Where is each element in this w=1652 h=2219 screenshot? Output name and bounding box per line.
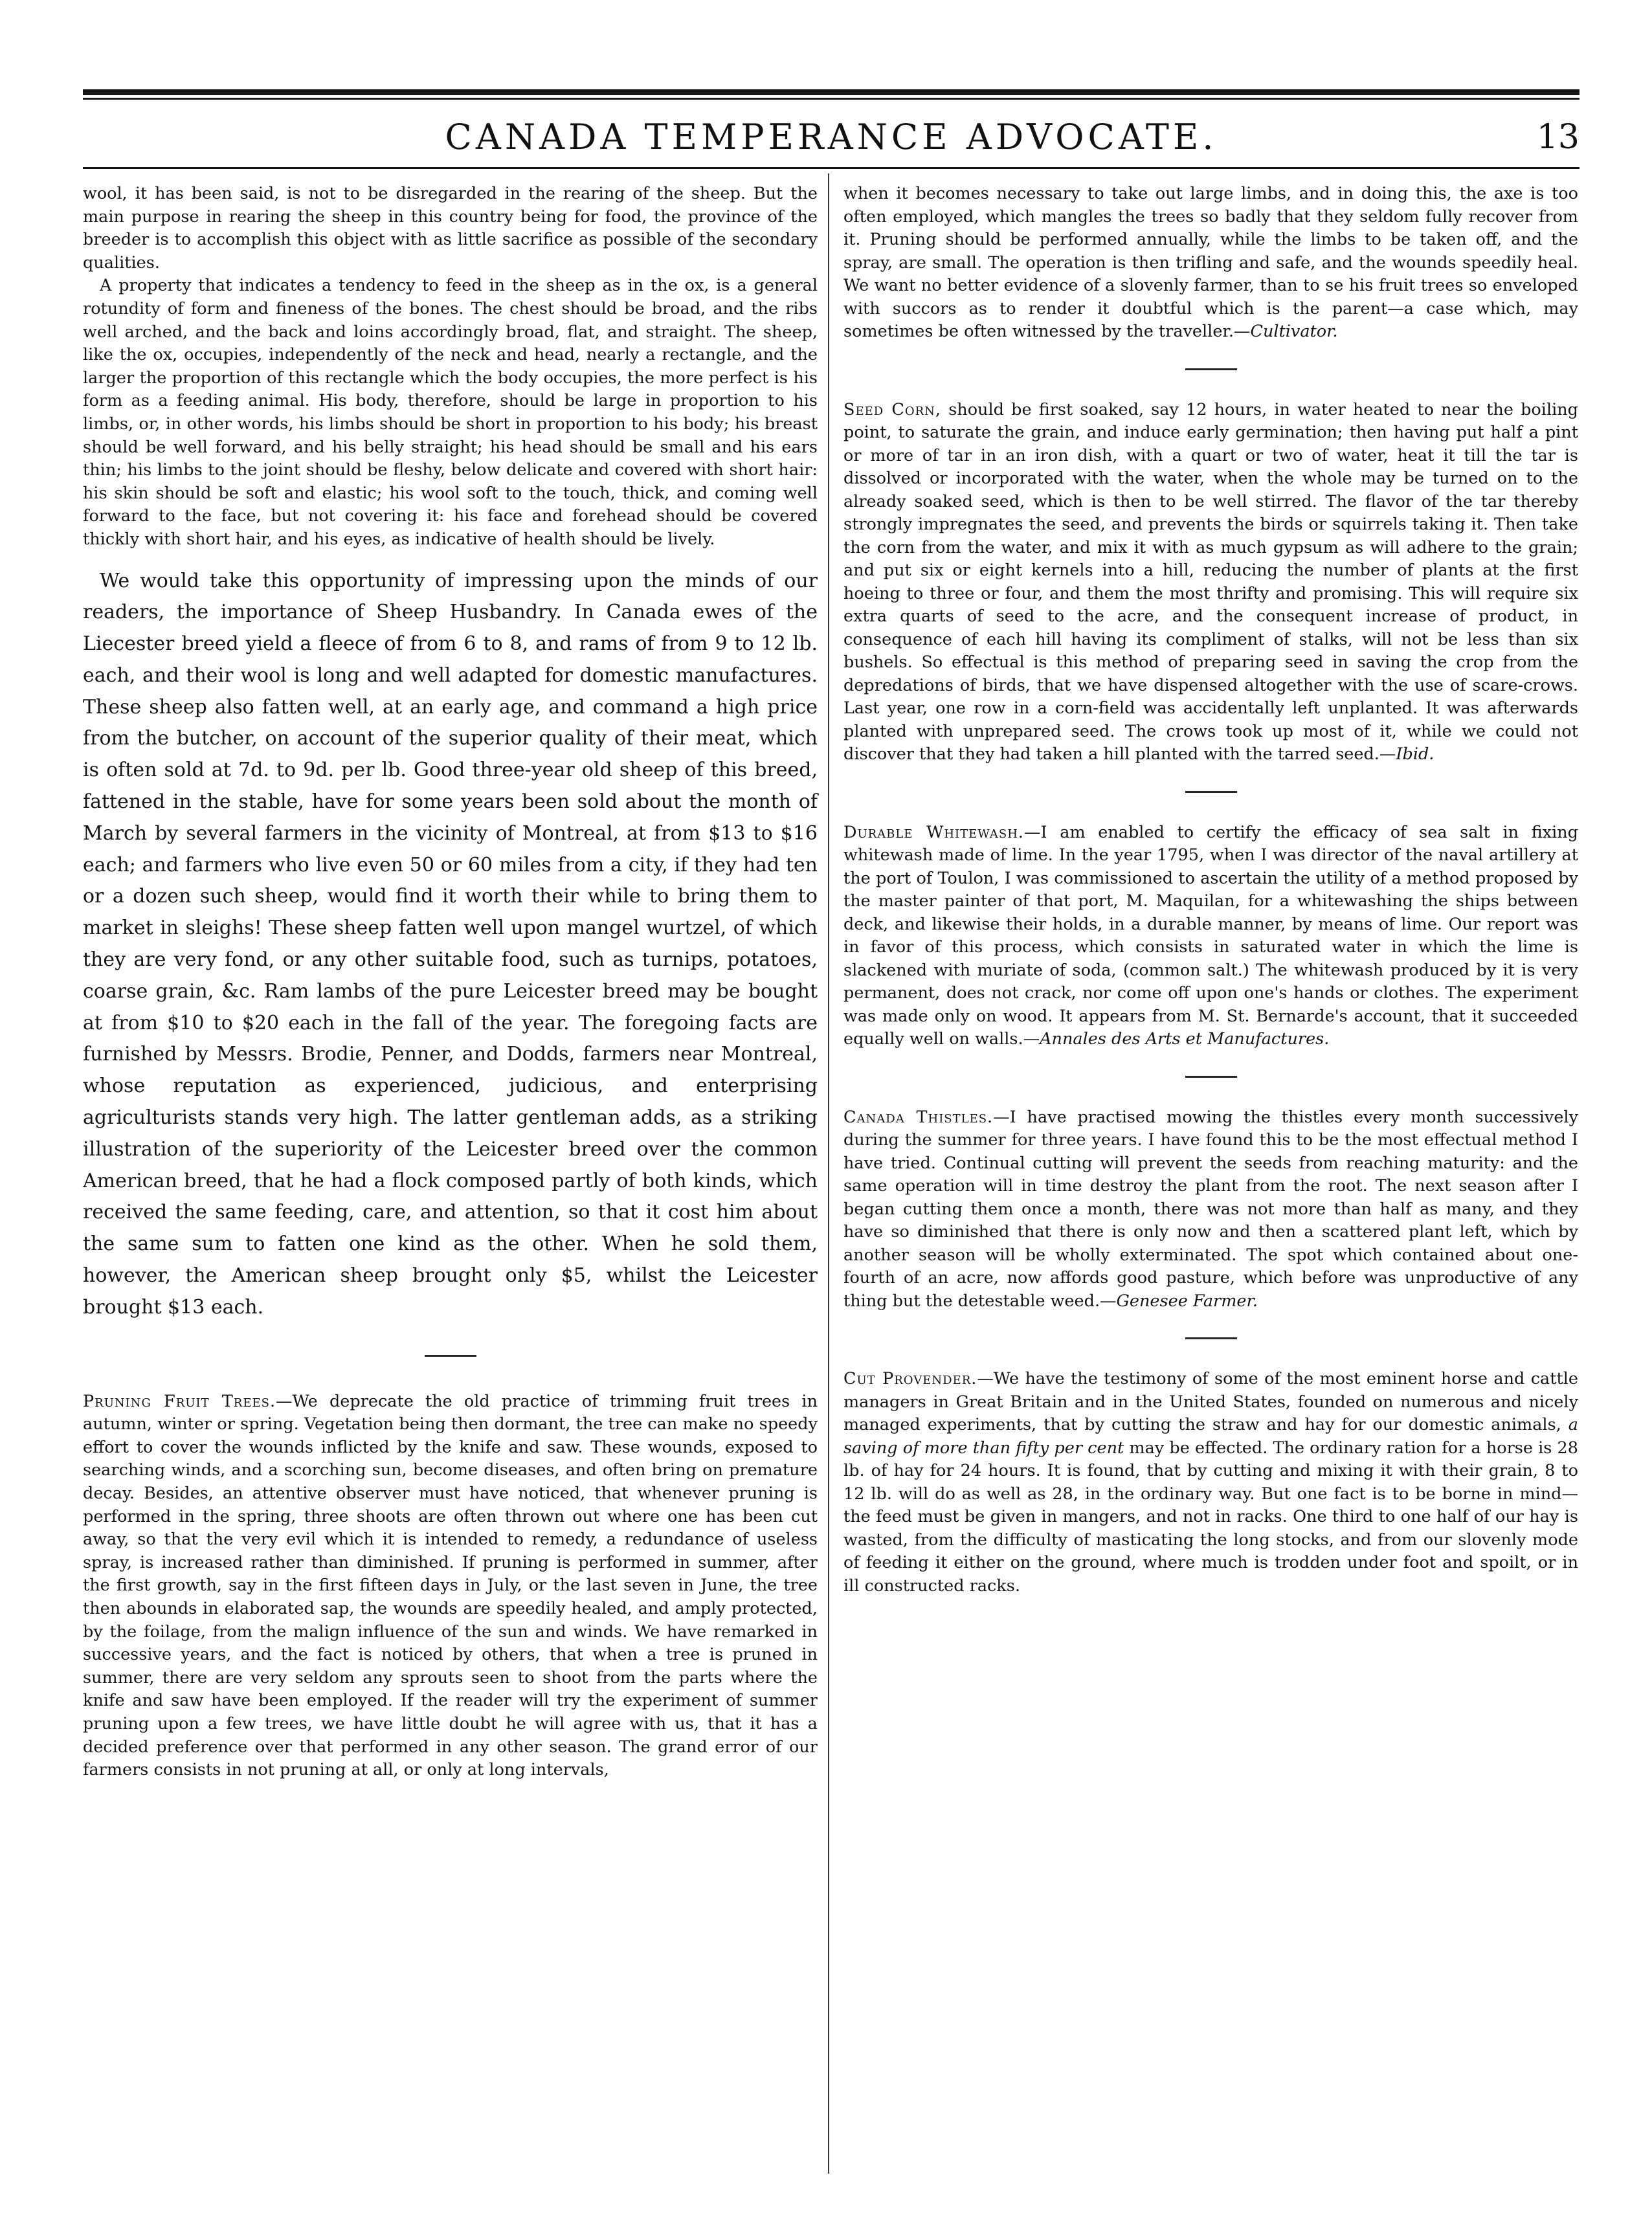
thistles-source: Genesee Farmer.	[1116, 1291, 1258, 1311]
thistles-body: —I have practised mowing the thistles every month successively during the summer for three years. I have found this to be the most effectual method I have tried. Continual cutting will prevent the seeds from reaching maturity: and the same operation will in time destroy the plant from the root. The next season after I began cutting them once a month, there was not more than half as many, and they have so diminished that there is only now and then a scattered plant left, which by another season will be wholly exterminated. The spot which contained about one-fourth of an acre, now affords good pasture, which before was unproductive of any thing but the detestable weed.—	[843, 1107, 1578, 1311]
article-pruning-continued	[843, 183, 1578, 344]
provender-emphasis: a saving of more than fifty per cent	[843, 1415, 1578, 1458]
pruning-heading: Pruning Fruit Trees.	[83, 1391, 276, 1411]
provender-body-1: —We have the testimony of some of the most eminent horse and cattle managers in Great Britain and in the United States, founded on numerous and nicely managed experiments, that by cutting the straw and hay for our domestic animals,	[843, 1369, 1578, 1434]
sheep-paragraph-2: A property that indicates a tendency to feed in the sheep as in the ox, is a general rotundity of form and fineness of the bones. The chest should be broad, and the ribs well arched, and the back and loins accordingly broad, flat, and straight. The sheep, like the ox, occupies, independently of the neck and head, nearly a rectangle, and the larger the proportion of this rectangle which the body occupies, the more perfect is his form as a feeding animal. His body, therefore, should be large in proportion to his limbs, or, in other words, his limbs should be short in proportion to his body; his breast should be well forward, and his belly straight; his head should be small and his ears thin; his limbs to the joint should be fleshy, below delicate and covered with short hair: his skin should be soft and elastic; his wool soft to the touch, thick, and coming well forward to the face, but not covering it: his face and forehead should be covered thickly with short hair, and his eyes, as indicative of health should be lively.	[83, 276, 818, 549]
page-header	[83, 110, 1579, 164]
whitewash-source: Annales des Arts et Manufactures.	[1040, 1029, 1330, 1049]
whitewash-body: —I am enabled to certify the efficacy of sea salt in fixing whitewash made of lime. In the year 1795, when I was director of the naval artillery at the port of Toulon, I was commissioned to ascertain the utility of a method proposed by the master painter of that port, M. Maquilan, for a whitewashing the ships between deck, and likewise their holds, in a durable manner, by means of lime. Our report was in favor of this process, which consists in saturated water in which the lime is slackened with muriate of soda, (common salt.) The whitewash produced by it is very permanent, does not crack, nor come off upon one's hands or clothes. The experiment was made only on wood. It appears from M. St. Bernarde's account, that it succeeded equally well on walls.—	[843, 822, 1578, 1049]
article-canada-thistles	[843, 1106, 1578, 1313]
article-pruning-fruit-trees	[83, 1390, 818, 1782]
left-column	[83, 183, 818, 1782]
column-divider	[828, 173, 829, 2174]
pruning-source: Cultivator.	[1250, 322, 1338, 341]
header-bottom-rule	[83, 167, 1579, 169]
article-separator	[1185, 1337, 1237, 1339]
whitewash-heading: Durable Whitewash.	[843, 822, 1025, 842]
running-title: CANADA TEMPERANCE ADVOCATE.	[445, 117, 1218, 157]
provender-heading: Cut Provender.	[843, 1369, 977, 1388]
article-separator	[425, 1355, 476, 1357]
right-column	[843, 183, 1578, 1598]
header-ornament-rule-thin	[83, 98, 1579, 100]
article-durable-whitewash	[843, 821, 1578, 1051]
article-separator	[1185, 791, 1237, 793]
provender-body-2: may be effected. The ordinary ration for a horse is 28 lb. of hay for 24 hours. It is found, that by cutting and mixing it with their grain, 8 to 12 lb. will do as well as 28, in the ordinary way. But one fact is to be borne in mind—the feed must be given in mangers, and not in racks. One third to one half of our hay is wasted, from the difficulty of masticating the long stocks, and from our slovenly mode of feeding it either on the ground, where much is trodden under foot and spoilt, or in ill constructed racks.	[843, 1438, 1578, 1596]
article-separator	[1185, 368, 1237, 370]
pruning-continued-paragraph	[843, 183, 1578, 344]
article-separator	[1185, 1076, 1237, 1078]
header-ornament-rule	[83, 89, 1579, 95]
page-number: 13	[1536, 118, 1579, 157]
seed-corn-source: Ibid.	[1396, 744, 1434, 764]
pruning-body: —We deprecate the old practice of trimming fruit trees in autumn, winter or spring. Vegetation being then dormant, the tree can make no speedy effort to cover the wounds inflicted by the knife and saw. These wounds, exposed to searching winds, and a scorching sun, become diseases, and often bring on premature decay. Besides, an attentive observer must have noticed, that whenever pruning is performed in the spring, three shoots are often thrown out where one has been cut away, so that the very evil which it is intended to remedy, a redundance of useless spray, is increased rather than diminished. If pruning is performed in summer, after the first growth, say in the first fifteen days in July, or the last seven in June, the tree then abounds in elaborated sap, the wounds are speedily healed, and amply protected, by the foilage, from the malign influence of the sun and winds. We have remarked in successive years, and the fact is noticed by others, that when a tree is pruned in summer, there are very seldom any sprouts seen to shoot from the parts where the knife and saw have been employed. If the reader will try the experiment of summer pruning upon a few trees, we have little doubt he will agree with us, that it has a decided preference over that performed in any other season. The grand error of our farmers consists in not pruning at all, or only at long intervals,	[83, 1391, 818, 1780]
article-cut-provender	[843, 1368, 1578, 1598]
article-seed-corn	[843, 399, 1578, 766]
pruning-paragraph	[83, 1390, 818, 1782]
seed-corn-heading: Seed Corn,	[843, 399, 942, 419]
provender-paragraph	[843, 1368, 1578, 1598]
thistles-paragraph	[843, 1106, 1578, 1313]
article-sheep-breeding	[83, 183, 818, 552]
whitewash-paragraph	[843, 821, 1578, 1051]
seed-corn-paragraph	[843, 399, 1578, 766]
seed-corn-body: should be first soaked, say 12 hours, in water heated to near the boiling point, to saturate the grain, and induce early germination; then having put half a pint or more of tar in an iron dish, with a quart or two of water, heat it till the tar is dissolved or incorporated with the water, when the whole may be turned on to the already soaked seed, which is then to be well stirred. The flavor of the tar thereby strongly impregnates the seed, and prevents the birds or squirrels taking it. Then take the corn from the water, and mix it with as much gypsum as will adhere to the grain; and put six or eight kernels into a hill, reducing the number of plants at the first hoeing to three or four, and them the most thrifty and promising. This will require six extra quarts of seed to the acre, and the consequent increase of product, in consequence of each hill having its compliment of stalks, will not be less than six bushels. So effectual is this method of preparing seed in saving the crop from the depredations of birds, that we have dispensed altogether with the use of scare-crows. Last year, one row in a corn-field was accidentally left unplanted. It was afterwards planted with unprepared seed. The crows took up most of it, while we could not discover that they had taken a hill planted with the tarred seed.—	[843, 399, 1579, 764]
sheep-paragraph-1: wool, it has been said, is not to be disregarded in the rearing of the sheep. But the main purpose in rearing the sheep in this country being for food, the province of the breeder is to accomplish this object with as little sacrifice as possible of the secondary qualities.	[83, 184, 818, 273]
thistles-heading: Canada Thistles.	[843, 1107, 994, 1127]
husbandry-paragraph: We would take this opportunity of impressing upon the minds of our readers, the importance of Sheep Husbandry. In Canada ewes of the Liecester breed yield a fleece of from 6 to 8, and rams of from 9 to 12 lb. each, and their wool is long and well adapted for domestic manufactures. These sheep also fatten well, at an early age, and command a high price from the butcher, on account of the superior quality of their meat, which is often sold at 7d. to 9d. per lb. Good three-year old sheep of this breed, fattened in the stable, have for some years been sold about the month of March by several farmers in the vicinity of Montreal, at from $13 to $16 each; and farmers who live even 50 or 60 miles from a city, if they had ten or a dozen such sheep, would find it worth their while to bring them to market in sleighs! These sheep fatten well upon mangel wurtzel, of which they are very fond, or any other suitable food, such as turnips, potatoes, coarse grain, &c. Ram lambs of the pure Leicester breed may be bought at from $10 to $20 each in the fall of the year. The foregoing facts are furnished by Messrs. Brodie, Penner, and Dodds, farmers near Montreal, whose reputation as experienced, judicious, and enterprising agriculturists stands very high. The latter gentleman adds, as a striking illustration of the superiority of the Leicester breed over the common American breed, that he had a flock composed partly of both kinds, which received the same feeding, care, and attention, so that it cost him about the same sum to fatten one kind as the other. When he sold them, however, the American sheep brought only $5, whilst the Leicester brought $13 each.	[83, 569, 818, 1319]
pruning-continued-body: when it becomes necessary to take out large limbs, and in doing this, the axe is too often employed, which mangles the trees so badly that they seldom fully recover from it. Pruning should be performed annually, while the limbs to be taken off, and the spray, are small. The operation is then trifling and safe, and the wounds speedily heal. We want no better evidence of a slovenly farmer, than to se his fruit trees so enveloped with succors as to render it doubtful which is the parent—a case which, may sometimes be often witnessed by the traveller.—	[843, 184, 1578, 341]
article-sheep-husbandry	[83, 566, 818, 1324]
